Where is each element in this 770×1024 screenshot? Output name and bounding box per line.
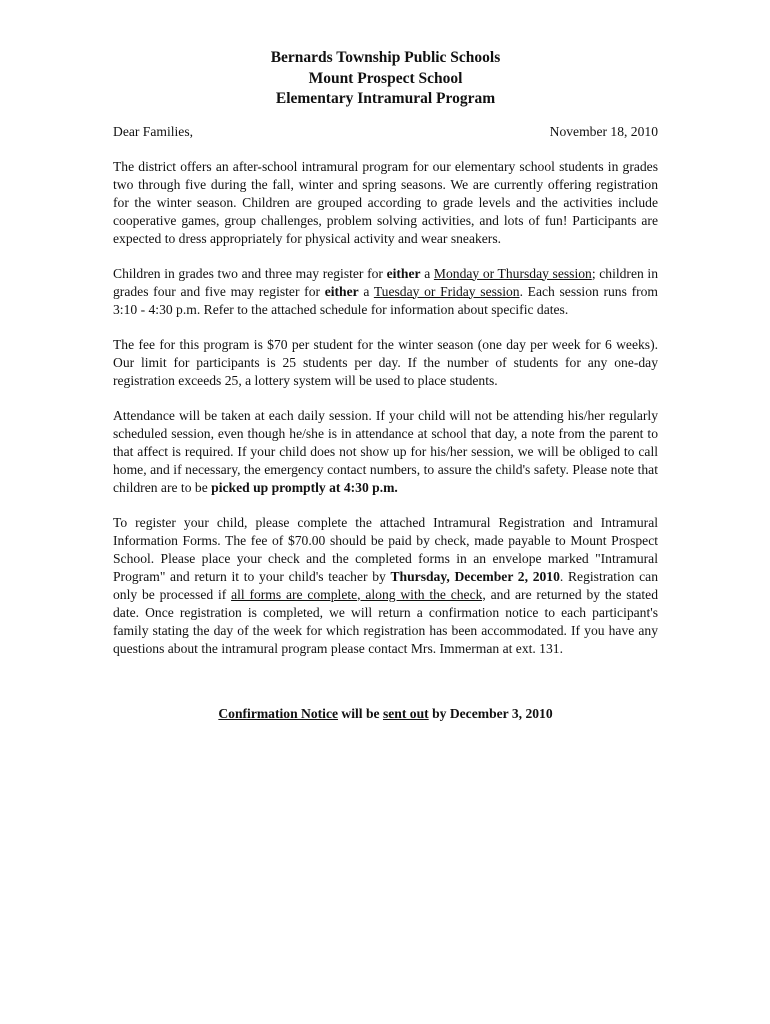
salutation: Dear Families, [113, 123, 194, 139]
text-run: will be [338, 705, 383, 721]
text-run: . Each session runs from 3:10 - 4:30 p.m. Refer to the attached schedule for information about specific dates. [113, 283, 658, 317]
sent-out-label: sent out [382, 705, 429, 721]
confirmation-notice-label: Confirmation Notice [218, 705, 339, 721]
registration-deadline: Thursday, December 2, 2010 [390, 568, 560, 584]
pickup-time: picked up promptly at 4:30 p.m. [211, 479, 398, 495]
letter-header [113, 48, 658, 110]
text-run: Attendance will be taken at each daily session. If your child will not be attending his/her regularly scheduled session, even though he/she is in attendance at school that day, a note from the parent to that affect is required. If your child does not show up for his/her session, we will be obliged to call home, and if necessary, the emergency contact numbers, to assure the child's safety. Please note that children are to be [113, 407, 658, 495]
text-run: by December 3, 2010 [428, 705, 553, 721]
paragraph-attendance [113, 407, 658, 497]
letter-page [113, 48, 658, 723]
text-run: and are returned by the stated date. Once registration is completed, we will return a confirmation notice to each participant's family stating the day of the week for which registration has been accommodated. If you have any questions about the intramural program please contact Mrs. Immerman at ext. 131. [113, 586, 658, 656]
text-run: ; children in grades four and five may register for [113, 265, 658, 299]
session-monday-thursday: Monday or Thursday session [433, 265, 592, 281]
letter-date: November 18, 2010 [549, 123, 658, 139]
paragraph-registration [113, 514, 658, 658]
text-run: . Registration can only be processed if [113, 568, 658, 602]
paragraph-fee: The fee for this program is $70 per student for the winter season (one day per week for 6 weeks). Our limit for participants is 25 students per day. If the number of students for any one-day registration exceeds 25, a lottery system will be used to place students. [113, 336, 658, 388]
salutation-row [113, 123, 658, 141]
session-tuesday-friday: Tuesday or Friday session [373, 283, 520, 299]
district-name: Bernards Township Public Schools [270, 49, 501, 66]
text-run: a [358, 283, 374, 299]
paragraph-program-overview: The district offers an after-school intramural program for our elementary school students in grades two through five during the fall, winter and spring seasons. We are currently offering registration for the winter season. Children are grouped according to grade levels and the activities include cooperative games, group challenges, problem solving activities, and lots of fun! Participants are expected to dress appropriately for physical activity and wear sneakers. [113, 158, 658, 246]
emphasis-either: either [324, 283, 359, 299]
school-name: Mount Prospect School [308, 69, 463, 87]
forms-requirement: all forms are complete, along with the check, [231, 586, 486, 602]
emphasis-either: either [386, 265, 421, 281]
confirmation-notice [113, 705, 658, 723]
program-name: Elementary Intramural Program [275, 90, 496, 107]
text-run: To register your child, please complete the attached Intramural Registration and Intramural Information Forms. The fee of $70.00 should be paid by check, made payable to Mount Prospect School. Please place your check and the completed forms in an envelope marked "Intramural Program" and return it to your child's teacher by [113, 514, 658, 584]
text-run: a [420, 265, 434, 281]
text-run: Children in grades two and three may register for [113, 265, 387, 281]
paragraph-session-options [113, 265, 658, 319]
